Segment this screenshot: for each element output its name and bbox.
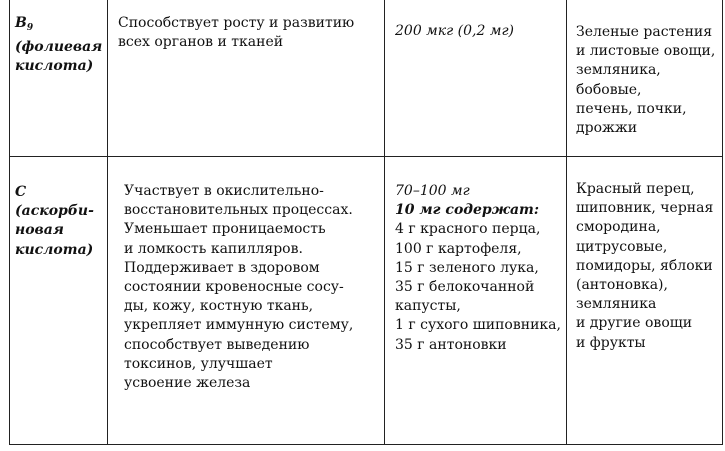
column-divider-2 <box>384 0 385 445</box>
function-line: Способствует росту и развитию <box>118 15 355 31</box>
dose-line: 100 г картофеля, <box>395 240 522 257</box>
source-line: дрожжи <box>576 120 638 137</box>
dose-line: 35 г белокочанной <box>395 279 535 296</box>
source-line: шиповник, черная <box>576 200 714 217</box>
vitamin-name-line: кислота) <box>15 241 94 258</box>
vitamin-name-line: новая <box>15 222 64 239</box>
vitamin-name-line: С <box>15 184 27 200</box>
function-line: ды, кожу, костную ткань, <box>124 298 314 315</box>
vitamin-name-line: $B_9$ <box>15 15 34 33</box>
dose-line: 10 мг содержат: <box>395 202 540 219</box>
source-line: и фрукты <box>576 334 646 351</box>
row-2-function <box>124 182 353 393</box>
row-2-vitamin-name <box>15 183 94 260</box>
function-line: и ломкость капилляров. <box>124 240 303 257</box>
source-line: бобовые, <box>576 81 642 98</box>
row-1-daily-dose <box>395 22 514 41</box>
row-1-function <box>118 14 354 52</box>
function-line: восстановительных процессах. <box>124 202 353 219</box>
row-1-vitamin-name <box>15 14 102 77</box>
dose-line: 200 мкг (0,2 мг) <box>395 23 514 39</box>
function-line: Участвует в окислительно- <box>124 183 324 199</box>
table-border-right <box>722 0 723 445</box>
dose-line: 1 г сухого шиповника, <box>395 317 561 334</box>
dose-line: 70–100 мг <box>395 183 470 199</box>
function-line: Уменьшает проницаемость <box>124 221 326 238</box>
function-line: укрепляет иммунную систему, <box>124 317 354 334</box>
function-line: способствует выведению <box>124 336 310 353</box>
source-line: земляника <box>576 296 657 313</box>
column-divider-1 <box>107 0 108 445</box>
function-line: Поддерживает в здоровом <box>124 259 320 276</box>
row-2-sources <box>576 180 713 353</box>
source-line: смородина, <box>576 219 661 236</box>
table-border-bottom <box>9 444 723 445</box>
function-line: всех органов и тканей <box>118 34 284 51</box>
source-line: помидоры, яблоки <box>576 257 713 274</box>
vitamin-table <box>9 0 723 445</box>
source-line: Красный перец, <box>576 181 695 197</box>
subscript: 9 <box>26 23 34 33</box>
table-border-left <box>9 0 10 445</box>
vitamin-name-line: кислота) <box>15 58 94 75</box>
dose-line: 4 г красного перца, <box>395 221 541 238</box>
dose-line: 35 г антоновки <box>395 336 507 353</box>
row-2-daily-dose <box>395 182 561 355</box>
vitamin-name-line: (аскорби- <box>15 203 94 220</box>
source-line: цитрусовые, <box>576 238 668 255</box>
dose-line: 15 г зеленого лука, <box>395 259 539 276</box>
source-line: Зеленые растения <box>576 24 713 40</box>
source-line: и другие овощи <box>576 315 693 332</box>
row-1-sources <box>576 23 715 138</box>
source-line: и листовые овощи, <box>576 43 716 60</box>
function-line: усвоение железа <box>124 375 251 392</box>
dose-line: капусты, <box>395 298 461 315</box>
function-line: состоянии кровеносные сосу- <box>124 279 344 296</box>
vitamin-name-line: (фолиевая <box>15 39 103 56</box>
source-line: земляника, <box>576 62 661 79</box>
row-divider <box>9 156 723 157</box>
function-line: токсинов, улучшает <box>124 355 273 372</box>
source-line: (антоновка), <box>576 277 668 294</box>
column-divider-3 <box>566 0 567 445</box>
source-line: печень, почки, <box>576 100 687 117</box>
